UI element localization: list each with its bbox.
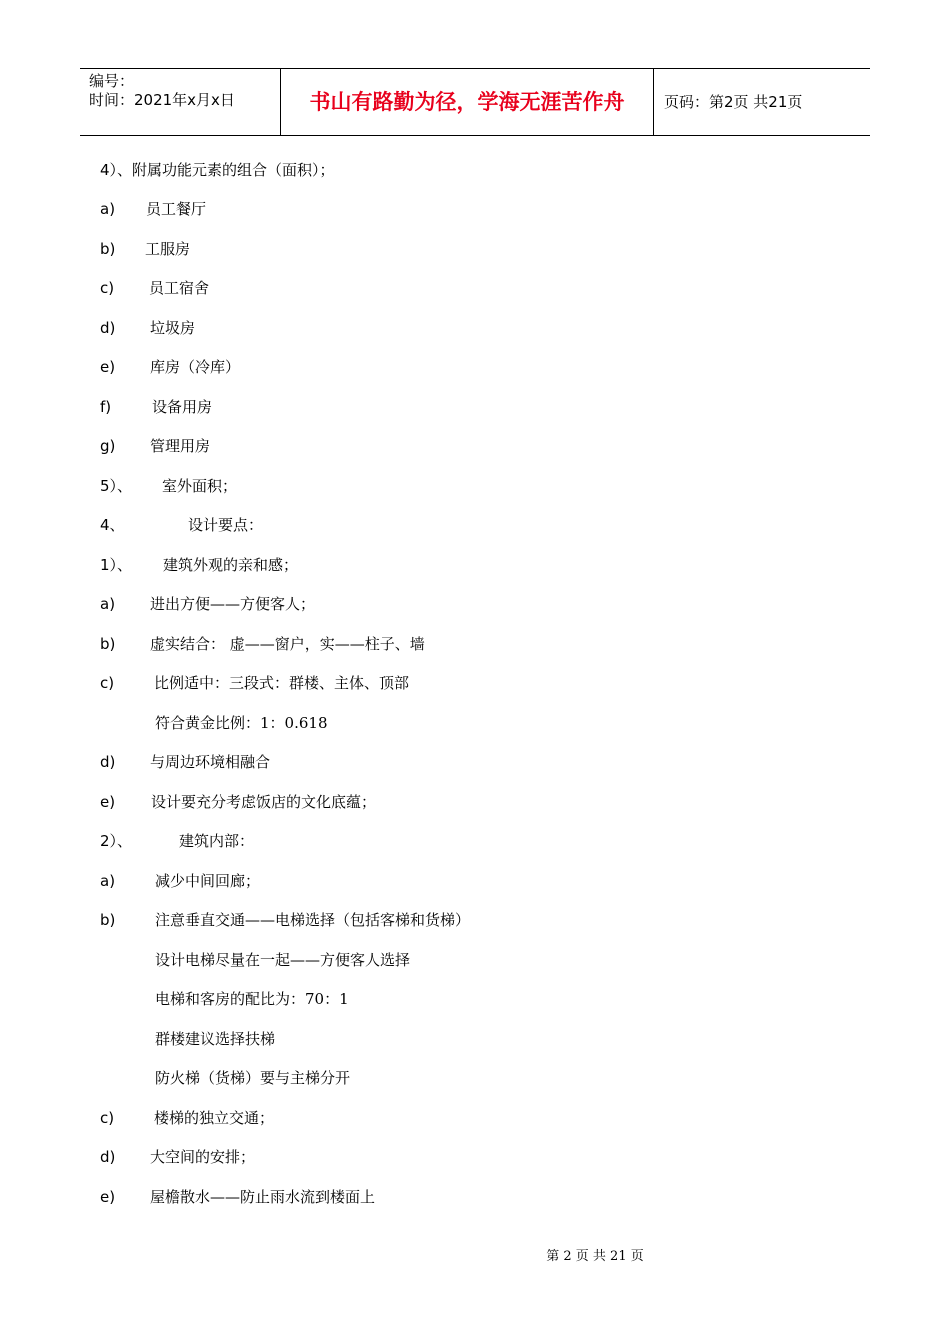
header-motto: 书山有路勤为径，学海无涯苦作舟: [281, 69, 654, 135]
document-time-label: 时间：2021年x月x日: [89, 91, 235, 109]
page-footer: 第 2 页 共 21 页: [546, 1249, 644, 1264]
header-meta: [80, 69, 281, 135]
document-number-label: 编号：: [89, 72, 135, 90]
page-header: [80, 68, 870, 136]
header-page-info: 页码：第2页 共21页: [664, 93, 803, 111]
